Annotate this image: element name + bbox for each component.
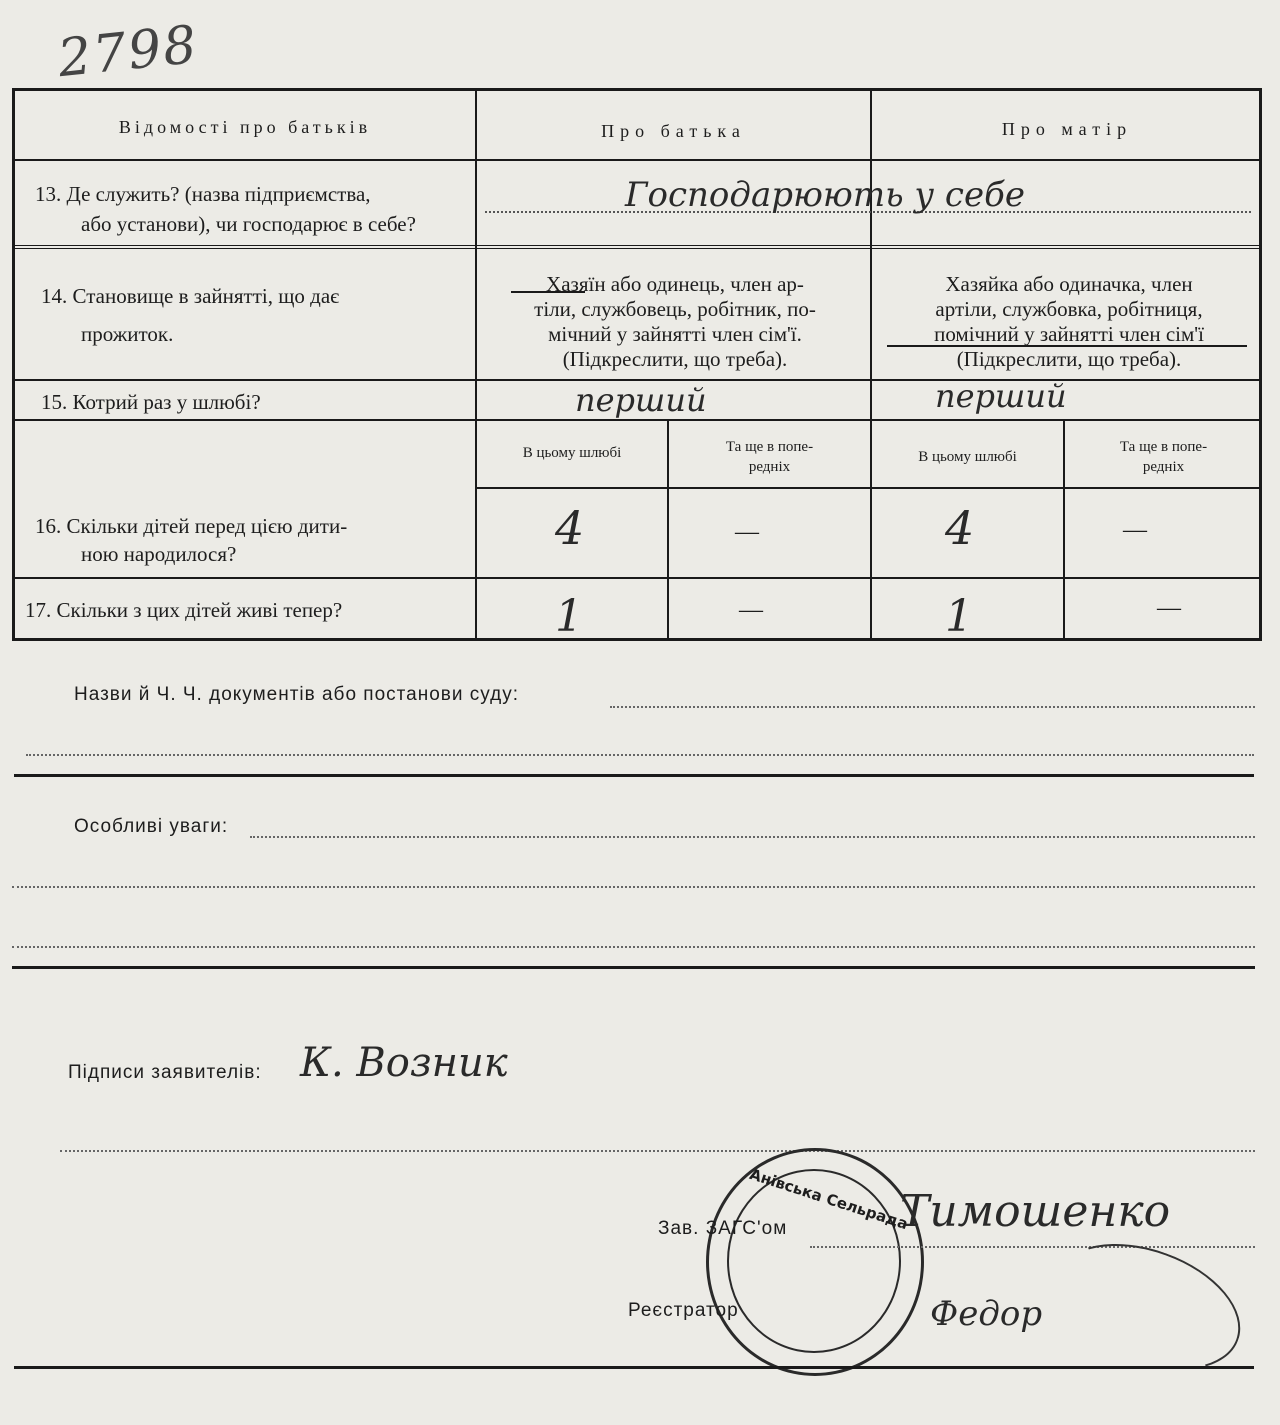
- remarks-dotted-1: [250, 836, 1255, 838]
- q17-father-prev: —: [739, 597, 763, 623]
- q16-label-1: 16. Скільки дітей перед цією дити-: [35, 514, 348, 538]
- remarks-dotted-3: [12, 946, 1255, 948]
- q17-label: 17. Скільки з цих дітей живі тепер?: [25, 598, 343, 622]
- q13-label-2: або установи), чи господарює в себе?: [81, 212, 416, 236]
- q14-mother-line-4: (Підкреслити, що треба).: [956, 347, 1182, 371]
- father-prev-marriage-1: Та ще в попе-: [725, 439, 814, 455]
- q16-father-this: 4: [555, 501, 585, 555]
- q14-father-line-3: мічний у зайнятті член сім'ї.: [548, 322, 802, 346]
- q14-father-line-4: (Підкреслити, що треба).: [562, 347, 788, 371]
- q14-father-line-2: тіли, службовець, робітник, по-: [534, 297, 816, 321]
- q14-mother-line-1: Хазяйка або одиначка, член: [945, 272, 1193, 296]
- head-label: Зав. ЗАГС'ом: [658, 1218, 788, 1239]
- q14-father-line-1: Хазяїн або одинець, член ар-: [546, 272, 804, 296]
- remarks-rule: [12, 966, 1255, 969]
- q14-mother-line-2: артіли, службовка, робітниця,: [935, 297, 1203, 321]
- head-dotted: [810, 1246, 1255, 1248]
- mother-prev-marriage-1: Та ще в попе-: [1119, 439, 1208, 455]
- col-divider-2: [870, 91, 872, 638]
- applicant-signature: К. Возник: [300, 1040, 508, 1086]
- signatures-label: Підписи заявителів:: [68, 1062, 262, 1083]
- remarks-label: Особливі уваги:: [74, 816, 229, 837]
- header-father: Про батька: [601, 121, 746, 141]
- q15-father-answer: перший: [575, 381, 707, 419]
- mother-this-marriage: В цьому шлюбі: [918, 449, 1017, 465]
- archive-number: 2798: [55, 14, 202, 90]
- row-line-16: [15, 577, 1259, 579]
- header-line: [15, 159, 1259, 161]
- signatures-dotted: [60, 1150, 1255, 1152]
- q17-mother-prev: —: [1157, 595, 1181, 621]
- header-info: Відомості про батьків: [118, 117, 372, 137]
- q15-label: 15. Котрий раз у шлюбі?: [41, 390, 261, 414]
- q14-father-underline: [511, 291, 585, 293]
- q15-mother-answer: перший: [935, 377, 1067, 415]
- q17-mother-this: 1: [945, 591, 973, 642]
- q16-mother-this: 4: [945, 501, 975, 555]
- row-line-13: [15, 245, 1259, 249]
- documents-dotted-1: [610, 706, 1255, 708]
- bottom-rule: [14, 1366, 1254, 1369]
- official-stamp: [706, 1148, 924, 1376]
- documents-dotted-2: [26, 754, 1254, 756]
- col-divider-1: [475, 91, 477, 638]
- subheader-line: [475, 487, 1259, 489]
- documents-rule: [14, 774, 1254, 777]
- registrar-label: Реєстратор: [628, 1300, 739, 1321]
- q13-answer: Господарюють у себе: [625, 175, 1025, 215]
- q17-father-this: 1: [555, 591, 583, 642]
- remarks-dotted-2: [12, 886, 1255, 888]
- father-prev-marriage-2: редніх: [748, 459, 791, 475]
- q16-father-prev: —: [735, 519, 759, 545]
- q14-label-2: прожиток.: [81, 322, 174, 346]
- mother-prev-marriage-2: редніх: [1142, 459, 1185, 475]
- q16-mother-prev: —: [1123, 517, 1147, 543]
- father-this-marriage: В цьому шлюбі: [522, 445, 622, 461]
- stamp-text: Анівська Сельрада: [747, 1165, 911, 1234]
- form-table: [12, 88, 1262, 641]
- q16-label-2: ною народилося?: [81, 542, 237, 566]
- q14-label-1: 14. Становище в зайнятті, що дає: [41, 284, 340, 308]
- q14-mother-line-3: помічний у зайнятті член сім'ї: [934, 322, 1204, 346]
- documents-label: Назви й Ч. Ч. документів або постанови суду:: [74, 684, 519, 705]
- registrar-signature: Федор: [930, 1294, 1043, 1334]
- head-signature: Тимошенко: [900, 1186, 1171, 1237]
- q13-label-1: 13. Де служить? (назва підприємства,: [35, 182, 371, 206]
- row-line-15: [15, 419, 1259, 421]
- q14-mother-underline: [887, 345, 1247, 347]
- header-mother: Про матір: [1001, 119, 1133, 139]
